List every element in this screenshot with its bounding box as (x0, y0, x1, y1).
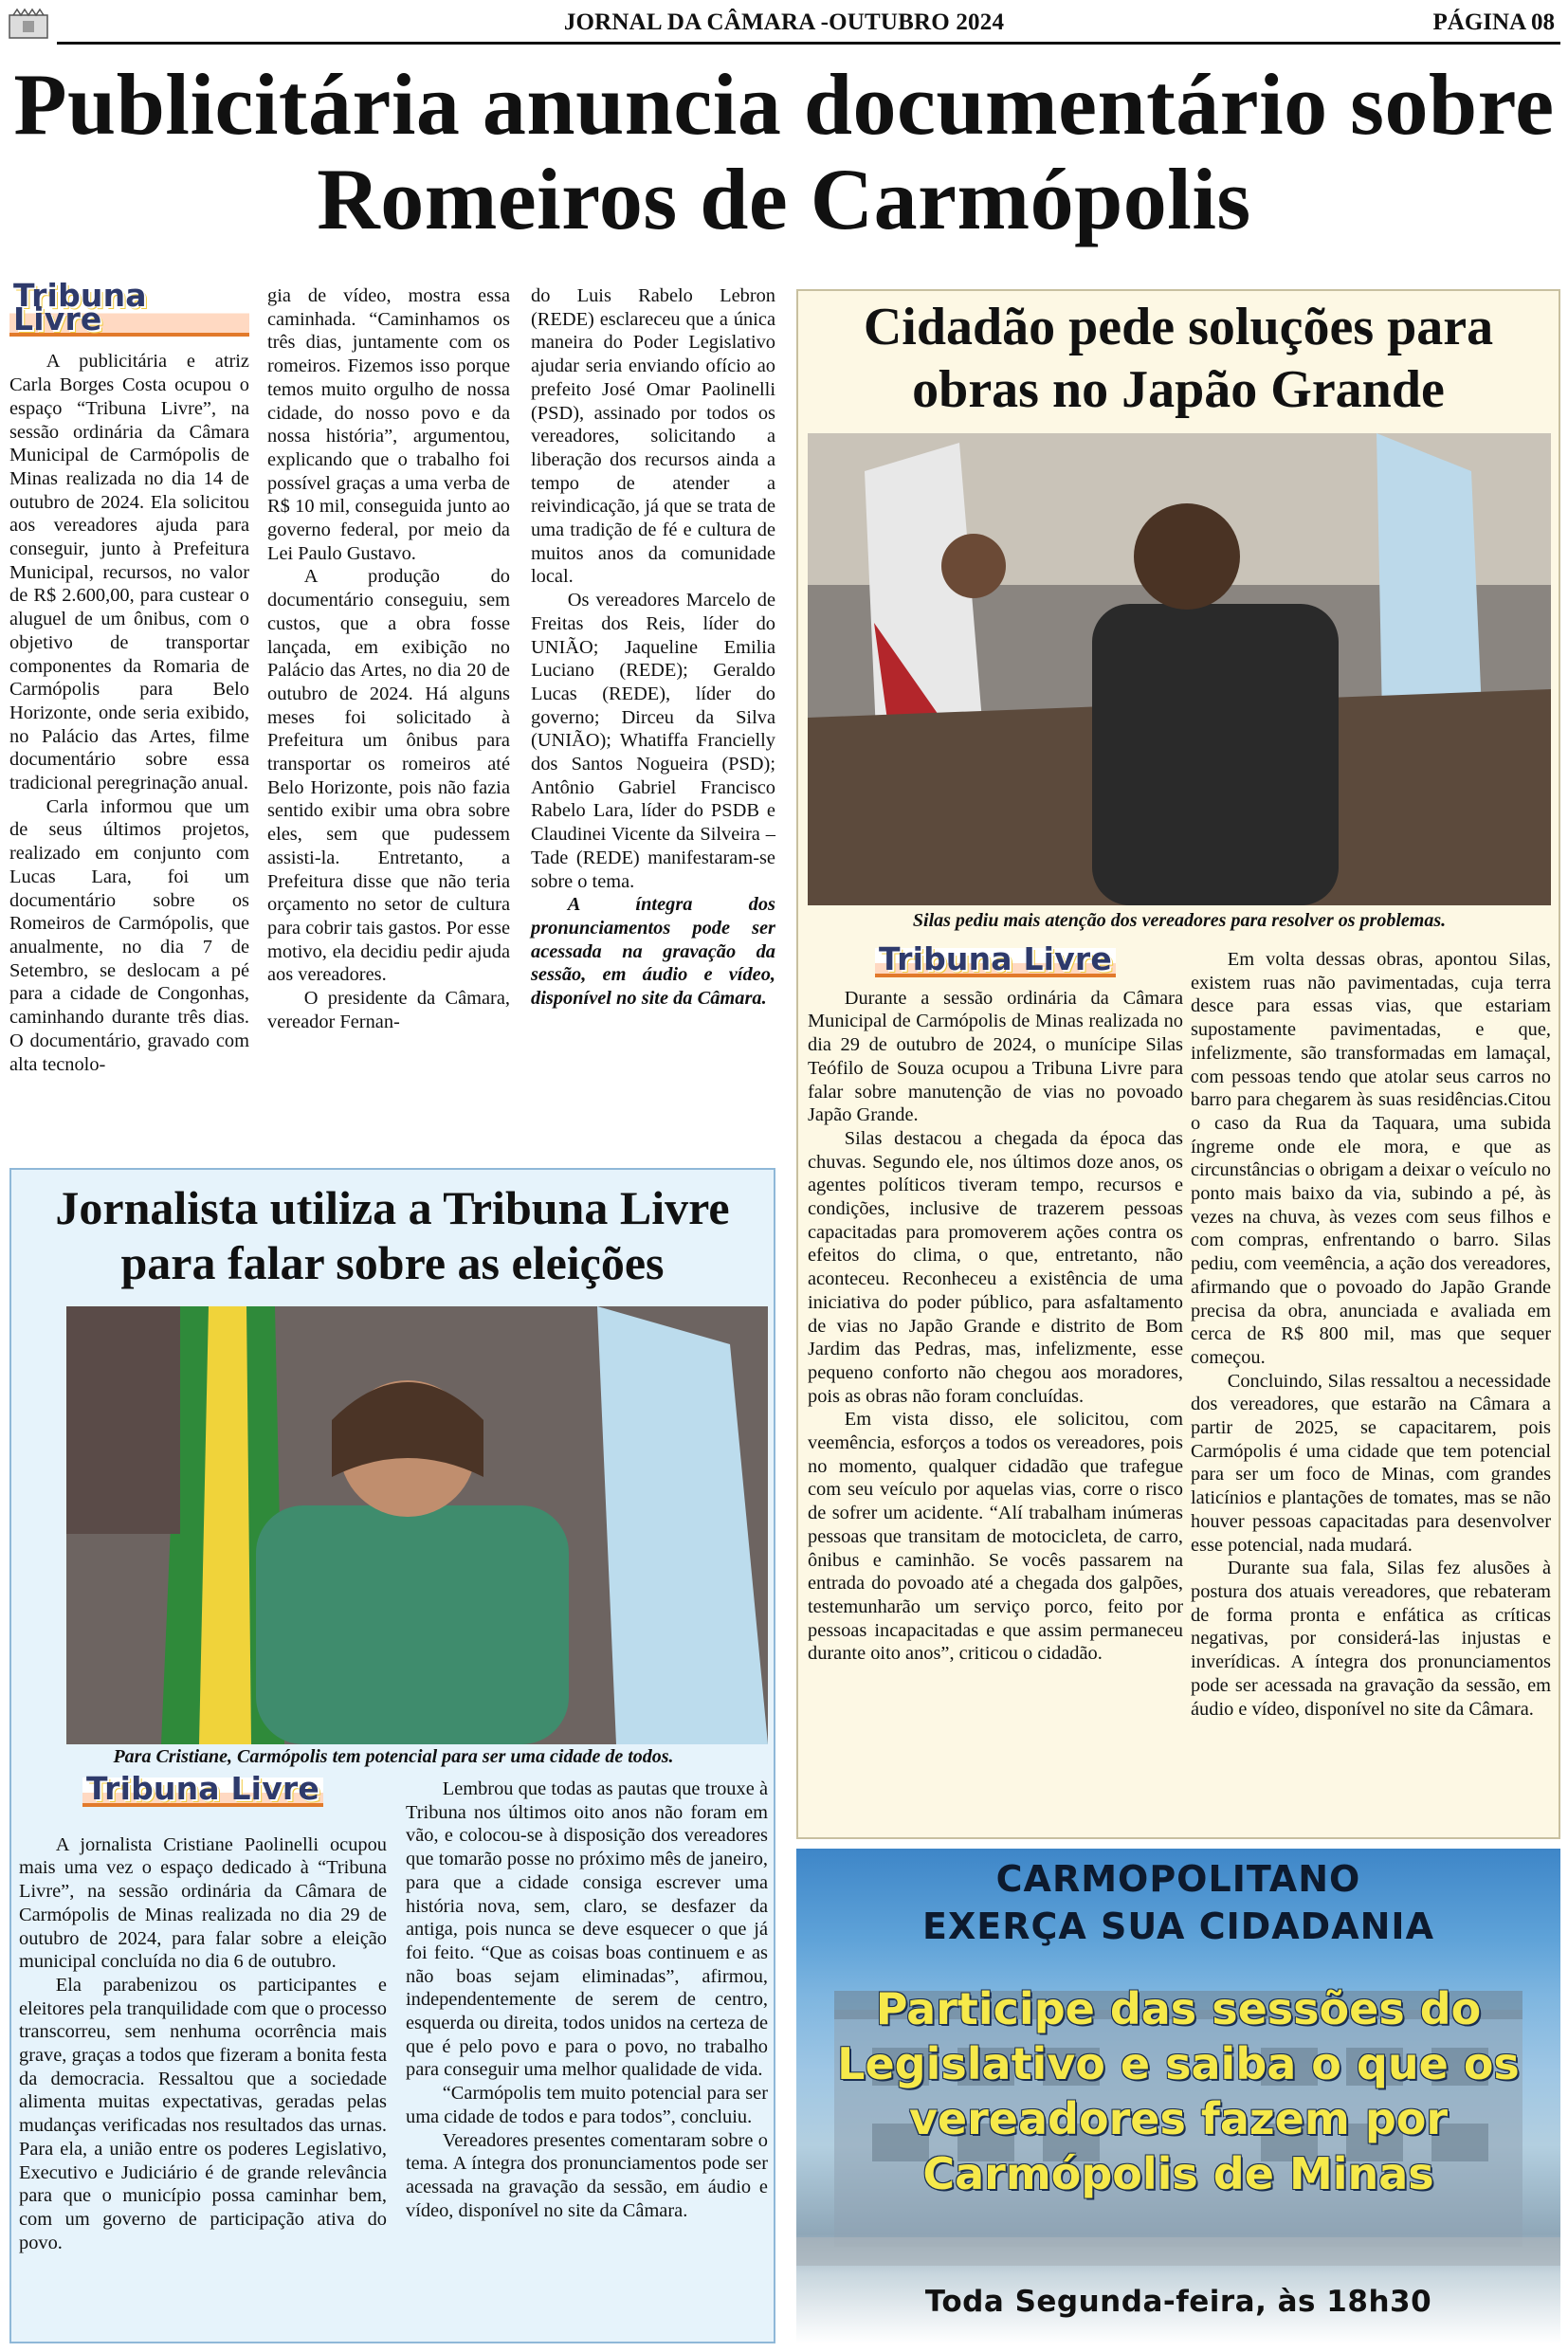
right-article-column-1 (808, 940, 1183, 1666)
newspaper-title: JORNAL DA CÂMARA -OUTUBRO 2024 (563, 9, 1005, 35)
left-photo-caption: Para Cristiane, Carmópolis tem potencial para ser uma cidade de todos. (113, 1746, 674, 1767)
civic-participation-ad (796, 1849, 1560, 2343)
speaker-photo-cristiane (66, 1306, 768, 1744)
paragraph: Em vista disso, ele solicitou, com veemência, esforços a todos os vereadores, pois no momento, qualquer cidadão que trafegue com seu veículo por aquelas vias, corre o risco de sofrer um acidente. “Alí trabalham inúmeras pessoas que transitam de motocicleta, de carro, ônibus e caminhão. Se vocês passarem na entrada do povoado até a chegada dos galpões, testemunharão um serviço porco, feito por pessoas incapacitadas e que assim permaneceu durante oito anos”, criticou o cidadão. (808, 1409, 1183, 1665)
paragraph: do Luis Rabelo Lebron (REDE) esclareceu que a única maneira do Poder Legislativo ajudar seria enviando ofício ao prefeito José Omar Paolinelli (PSD), assinado por todos os vereadores, solicitando a liberação dos recursos ainda a tempo de atender a reivindicação, já que se trata de uma tradição de fé e cultura de muitos anos da comunidade local. (531, 285, 775, 588)
paragraph: O presidente da Câmara, vereador Fernan- (267, 988, 510, 1032)
paragraph: Os vereadores Marcelo de Freitas dos Reis, líder do UNIÃO; Jaqueline Emilia Luciano (REDE); Geraldo Lucas (REDE), líder do governo; Dirceu da Silva (UNIÃO); Whatiffa Francielly dos Santos Nogueira (PSD); Antônio Gabriel Francisco Rabelo Lara, líder do PSDB e Claudinei Vicente da Silveira – Tade (REDE) manifestaram-se sobre o tema. (531, 590, 775, 892)
right-article-title: Cidadão pede soluções para obras no Japão Grande (863, 298, 1494, 419)
main-article-column-1 (9, 277, 249, 1076)
paragraph: A jornalista Cristiane Paolinelli ocupou mais uma vez o espaço dedicado à “Tribuna Livre”, na sessão ordinária da Câmara de Carmópolis de Minas realizada no dia 29 de outubro de 2024, para falar sobre a eleição municipal concluída no dia 6 de outubro. (19, 1833, 387, 1973)
page-number: PÁGINA 08 (1432, 9, 1555, 35)
main-article-column-2 (267, 284, 510, 1034)
paragraph: Concluindo, Silas ressaltou a necessidade dos vereadores, que estarão na Câmara a partir de 2025, se capacitarem, pois Carmópolis é uma cidade que tem potencial para ser um foco de Minas, com grandes laticínios e plantações de tomates, mas se não houver pessoas capacitadas para desenvolver esse potencial, nada mudará. (1191, 1370, 1551, 1556)
ad-body-text: Participe das sessões do Legislativo e saiba o que os vereadores fazem por Carmópolis de Minas (837, 1983, 1520, 2199)
paragraph: Durante sua fala, Silas fez alusões à postura dos atuais vereadores, que rebateram de forma pronta e enfática as críticas negativas, por considerá-las injustas e inverídicas. A íntegra dos pronunciamentos pode ser acessada na gravação da sessão, em áudio e vídeo, disponível no site da Câmara. (1191, 1558, 1551, 1720)
paragraph: gia de vídeo, mostra essa caminhada. “Caminhamos os três dias, juntamente com os romeiros. Fizemos isso porque temos muito orgulho de nossa cidade, do nosso povo e da nossa história”, argumentou, explicando que o trabalho foi possível graças a uma verba de R$ 10 mil, conseguida junto ao governo federal, por meio da Lei Paulo Gustavo. (267, 285, 510, 564)
main-article-column-3 (531, 284, 775, 1011)
left-article-column-1 (19, 1770, 387, 2254)
left-article-column-2 (406, 1778, 768, 2222)
paragraph: A produção do documentário conseguiu, sem custos, que a obra fosse lançada, em exibição no Palácio das Artes, no dia 20 de outubro de 2024. Há alguns meses foi solicitado à Prefeitura um ônibus para transportar os romeiros até Belo Horizonte, pois não fazia sentido exibir uma obra sobre eles, sem que pudessem assisti-la. Entretanto, a Prefeitura disse que não teria orçamento no setor de cultura para cobrir tais gastos. Por esse motivo, ela decidiu pedir ajuda aos vereadores. (267, 566, 510, 986)
paragraph: Durante a sessão ordinária da Câmara Municipal de Carmópolis de Minas realizada no dia 29 de outubro de 2024, o munícipe Silas Teófilo de Souza ocupou a Tribuna Livre para falar sobre manutenção de vias no povoado Japão Grande. (808, 987, 1183, 1126)
paragraph: Lembrou que todas as pautas que trouxe à Tribuna nos últimos oito anos não foram em vão, e colocou-se à disposição dos vereadores que tomarão posse no próximo mês de janeiro, para que a cidade consiga escrever uma história nova, sem, claro, se desfazer da antiga, pois nunca se deve esquecer o que já foi feito. “Que as coisas boas continuem e as não boas sejam eliminadas”, afirmou, independentemente de serem de centro, esquerda ou direita, todos unidos na certeza de que é pelo povo e para o povo, no trabalho para conseguir uma melhor qualidade de vida. (406, 1778, 768, 2081)
paragraph: Carla informou que um de seus últimos projetos, realizado em conjunto com Lucas Lara, foi um documentário sobre os Romeiros de Carmópolis, que anualmente, no dia 7 de Setembro, se deslocam a pé para a cidade de Congonhas, caminhando durante três dias. O documentário, gravado com alta tecnolo- (9, 795, 249, 1075)
paragraph: Ela parabenizou os participantes e eleitores pela tranquilidade com que o processo transcorreu, sem nenhuma ocorrência mais grave, graças a todos que fizeram a bonita festa da democracia. Ressaltou que a sociedade alimenta muitas expectativas, geradas pelas mudanças verificadas nos resultados das urnas. Para ela, a união entre os poderes Legislativo, Executivo e Judiciário é de grande relevância para que o município possa caminhar bem, com um governo de participação ativa do povo. (19, 1974, 387, 2253)
ad-headline-line-1: CARMOPOLITANO (995, 1858, 1361, 1900)
tribuna-livre-label: Tribuna Livre (9, 284, 249, 337)
paragraph: Vereadores presentes comentaram sobre o tema. A íntegra dos pronunciamentos pode ser acessada na gravação da sessão, em áudio e vídeo, disponível no site da Câmara. (406, 2129, 768, 2221)
tribuna-livre-label: Tribuna Livre (82, 1778, 323, 1807)
ad-headline-line-2: EXERÇA SUA CIDADANIA (922, 1905, 1434, 1947)
closing-note: A íntegra dos pronunciamentos pode ser acessada na gravação da sessão, em áudio e vídeo, disponível no site da Câmara. (531, 894, 775, 1010)
main-headline: Publicitária anuncia documentário sobre Romeiros de Carmópolis (13, 56, 1555, 247)
paragraph: “Carmópolis tem muito potencial para ser uma cidade de todos e para todos”, concluiu. (406, 2083, 768, 2127)
paragraph: A publicitária e atriz Carla Borges Costa ocupou o espaço “Tribuna Livre”, na sessão ordinária da Câmara Municipal de Carmópolis de Minas realizada no dia 14 de outubro de 2024. Ela solicitou aos vereadores ajuda para conseguir, junto à Prefeitura Municipal, recursos, no valor de R$ 2.600,00, para custear o aluguel de um ônibus, com o objetivo de transportar componentes da Romaria de Carmópolis para Belo Horizonte, onde seria exibido, no Palácio das Artes, filme documentário sobre essa tradicional peregrinação anual. (9, 351, 249, 794)
ad-schedule-footer: Toda Segunda-feira, às 18h30 (924, 2285, 1432, 2319)
paragraph: Em volta dessas obras, apontou Silas, existem ruas não pavimentadas, cuja terra desce para essas vias, que estariam supostamente pavimentadas, e que, infelizmente, são transformadas em lamaçal, com pessoas tendo que atolar seus carros no barro para chegarem às suas residências.Citou o caso da Rua da Taquara, uma subida íngreme onde ele mora, e que as circunstâncias o obrigam a deixar o veículo no ponto mais baixo da via, subindo a pé, às vezes na chuva, às vezes com seus filhos e com compras, enfrentando o barro. Silas pediu, com veemência, a ação dos vereadores, afirmando que o povoado do Japão Grande precisa da obra, anunciada e avaliada em cerca de R$ 800 mil, mas que sequer começou. (1191, 949, 1551, 1368)
left-article-title: Jornalista utiliza a Tribuna Livre para falar sobre as eleições (55, 1181, 730, 1289)
paragraph: Silas destacou a chegada da época das chuvas. Segundo ele, nos últimos doze anos, os agentes políticos tiveram tempo, recursos e condições, inclusive de trazerem pessoas capacitadas para promoverem ações contra os efeitos do clima, o que, entretanto, não aconteceu. Reconheceu a existência de uma iniciativa do poder público, para asfaltamento de vias no Japão Grande e distrito de Bom Jardim das Pedras, mas, infelizmente, esse pequeno conforto não chegou aos moradores, pois as obras não foram concluídas. (808, 1127, 1183, 1407)
right-photo-caption: Silas pediu mais atenção dos vereadores para resolver os problemas. (912, 910, 1447, 931)
speaker-photo-silas (808, 433, 1551, 905)
tribuna-livre-label: Tribuna Livre (875, 948, 1116, 977)
header-divider (57, 42, 1560, 45)
right-article-column-2 (1191, 948, 1551, 1721)
